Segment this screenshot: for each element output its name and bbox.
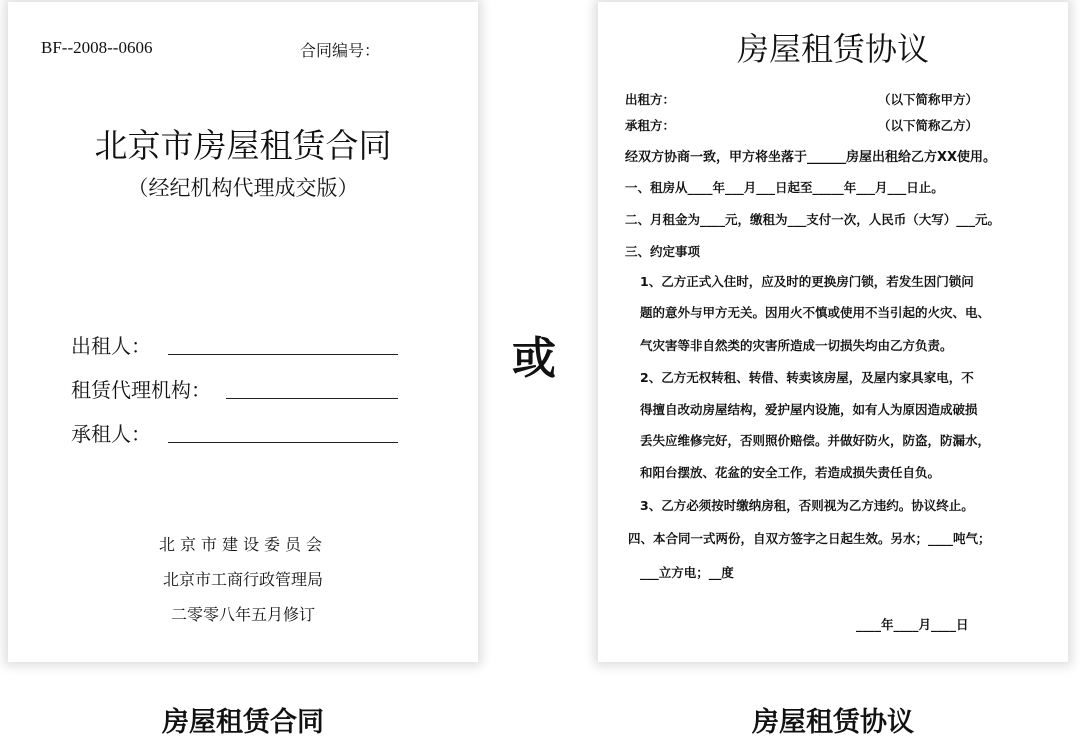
agreement-line: 气灾害等非自然类的灾害所造成一切损失均由乙方负责。 [640, 338, 953, 353]
lessor-party-label: 出租方： [625, 92, 676, 107]
agreement-title: 房屋租赁协议 [736, 30, 929, 68]
agreement-date-line: ____年____月____日 [856, 617, 969, 632]
lessee-signature-line [168, 442, 398, 443]
lessor-label: 出租人： [71, 334, 151, 358]
agreement-line: 一、租房从____年___月___日起至_____年___月___日止。 [625, 180, 944, 195]
lessee-party-note: （以下简称乙方） [878, 118, 979, 133]
agreement-line: 题的意外与甲方无关。因用火不慎或使用不当引起的火灾、电、 [640, 305, 991, 320]
agreement-line: 得擅自改动房屋结构，爱护屋内设施，如有人为原因造成破损 [640, 402, 978, 417]
agreement-line: ___立方电；__度 [640, 565, 734, 580]
contract-subtitle: （经纪机构代理成交版） [127, 176, 359, 200]
issuer-industry-commerce-bureau: 北京市工商行政管理局 [162, 570, 323, 589]
agreement-line: 四、本合同一式两份，自双方签字之日起生效。另水；____吨气； [628, 531, 991, 546]
agreement-line: 3、乙方必须按时缴纳房租，否则视为乙方违约。协议终止。 [640, 498, 974, 513]
agreement-line: 2、乙方无权转租、转借、转卖该房屋，及屋内家具家电，不 [640, 370, 974, 385]
agreement-line: 三、约定事项 [625, 244, 701, 259]
agency-signature-line [226, 398, 398, 399]
lessor-party-note: （以下简称甲方） [878, 92, 979, 107]
contract-title: 北京市房屋租赁合同 [94, 126, 392, 165]
right-document-caption: 房屋租赁协议 [752, 707, 914, 738]
lessee-label: 承租人： [71, 422, 151, 446]
lease-contract-document [8, 2, 478, 662]
contract-code: BF--2008--0606 [41, 38, 153, 57]
lessee-party-label: 承租方： [625, 118, 676, 133]
issuer-construction-commission: 北京市建设委员会 [158, 535, 327, 554]
agreement-line: 1、乙方正式入住时，应及时的更换房门锁，若发生因门锁问 [640, 274, 974, 289]
lease-agreement-document [598, 2, 1068, 662]
agreement-line: 二、月租金为____元，缴租为___支付一次，人民币（大写）___元。 [625, 212, 1001, 227]
agency-label: 租赁代理机构： [71, 378, 211, 402]
contract-number-label: 合同编号： [300, 41, 381, 60]
or-connector: 或 [512, 333, 556, 384]
agreement-line: 丢失应维修完好，否则照价赔偿。并做好防火，防盗，防漏水， [640, 433, 991, 448]
agreement-line: 和阳台摆放、花盆的安全工作，若造成损失责任自负。 [640, 465, 941, 480]
revision-date: 二零零八年五月修订 [170, 605, 315, 624]
agreement-line: 经双方协商一致，甲方将坐落于______房屋出租给乙方XX使用。 [625, 150, 997, 165]
lessor-signature-line [168, 354, 398, 355]
left-document-caption: 房屋租赁合同 [162, 707, 324, 738]
